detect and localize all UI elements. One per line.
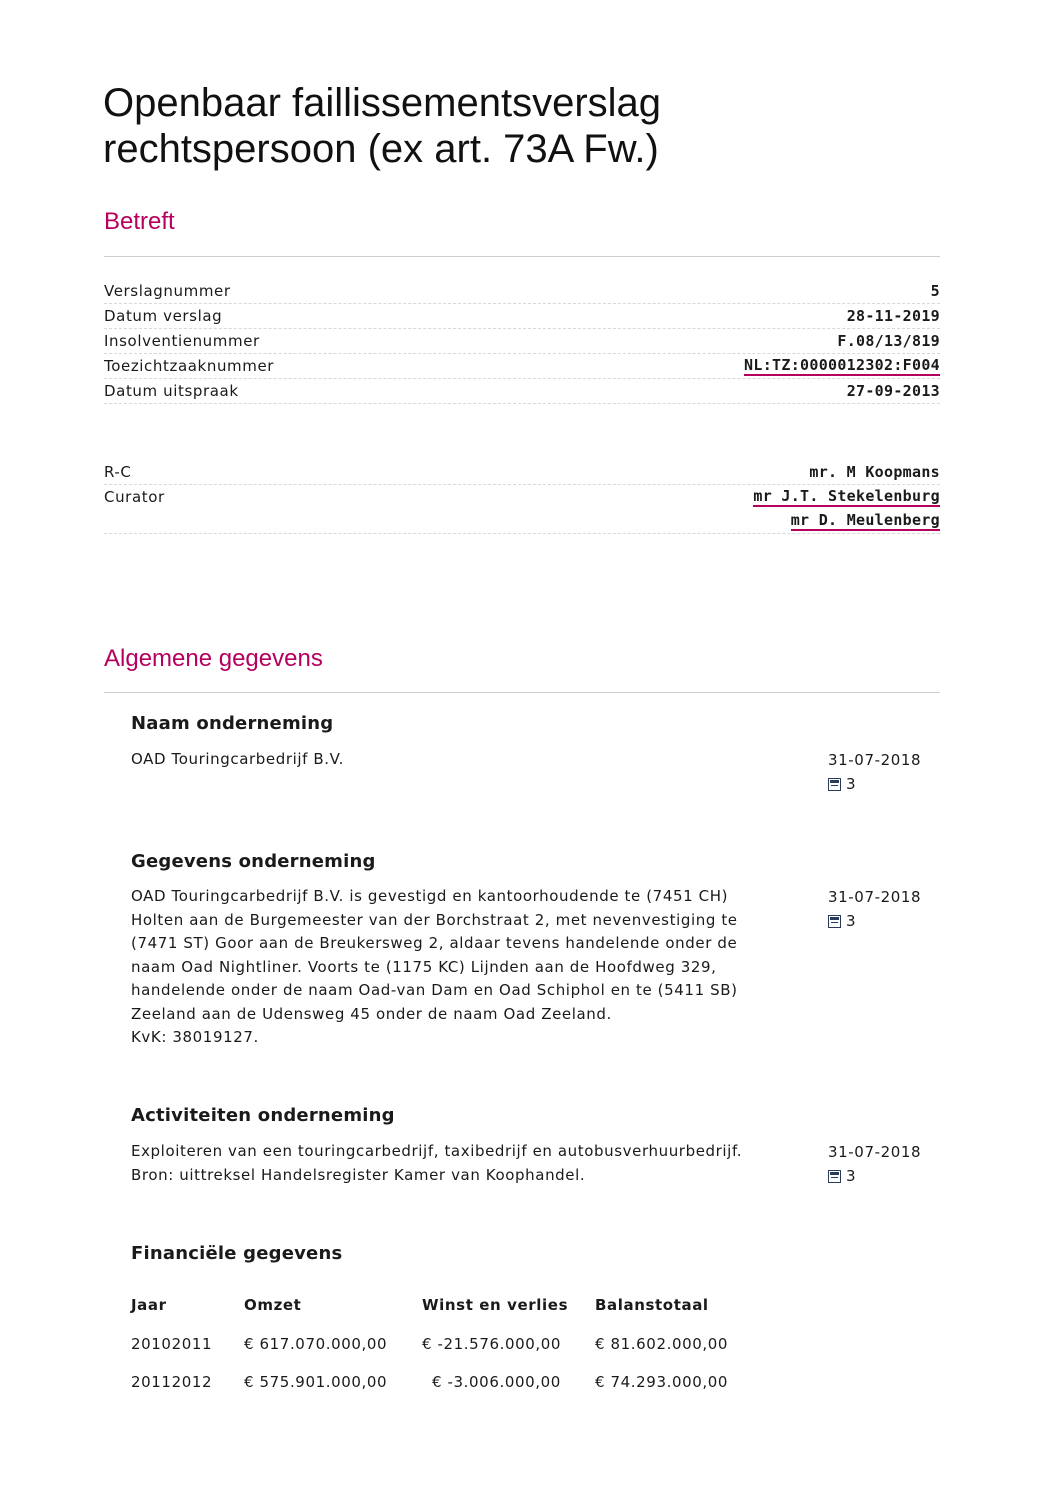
- label: Curator: [104, 488, 165, 506]
- value: F.08/13/819: [837, 332, 940, 350]
- table-header-row: [131, 1296, 765, 1332]
- table-cell-winst: € -3.006.000,00: [432, 1373, 561, 1391]
- naam-onderneming-meta: [828, 748, 921, 796]
- table-cell-year: 20102011: [131, 1335, 213, 1353]
- section-heading-algemene-gegevens: Algemene gegevens: [104, 645, 323, 672]
- table-row: [131, 1332, 765, 1370]
- paragraph: OAD Touringcarbedrijf B.V.: [131, 750, 344, 768]
- naam-onderneming-text: [131, 748, 781, 772]
- paragraph: OAD Touringcarbedrijf B.V. is gevestigd en kantoorhoudende te (7451 CH) Holten aan de Burgemeester van der Borchstraat 2, met nevenvestiging te (7471 ST) Goor aan de Breukersweg 2, aldaar tevens handelende onder de naam Oad Nightliner. Voorts te (1175 KC) Lijnden aan de Hoofdweg 329, handelende onder de naam Oad-van Dam en Oad Schiphol en te (5411 SB) Zeeland aan de Udensweg 45 onder de naam Oad Zeeland.: [131, 887, 738, 1023]
- value: 28-11-2019: [846, 307, 940, 325]
- report-number: 3: [846, 912, 857, 930]
- curator-link-1[interactable]: mr J.T. Stekelenburg: [753, 487, 940, 505]
- value: mr. M Koopmans: [809, 463, 940, 481]
- paragraph-source: Bron: uittreksel Handelsregister Kamer van Koophandel.: [131, 1165, 586, 1184]
- subheading-naam-onderneming: Naam onderneming: [131, 713, 334, 734]
- label: Verslagnummer: [104, 282, 231, 300]
- table-cell-winst: € -21.576.000,00: [422, 1335, 562, 1353]
- report-number: 3: [846, 775, 857, 793]
- subheading-financiele-gegevens: Financiële gegevens: [131, 1243, 343, 1264]
- date: 31-07-2018: [828, 888, 922, 906]
- row-verslagnummer: [104, 279, 940, 304]
- column-header: Jaar: [131, 1296, 167, 1314]
- subheading-activiteiten-onderneming: Activiteiten onderneming: [131, 1105, 395, 1126]
- page-title-line-1: Openbaar faillissementsverslag: [103, 81, 662, 125]
- report-number: 3: [846, 1167, 857, 1185]
- gegevens-onderneming-meta: [828, 885, 921, 933]
- subheading-gegevens-onderneming: Gegevens onderneming: [131, 851, 376, 872]
- report-reference[interactable]: [828, 1164, 921, 1188]
- row-curator-2: [104, 509, 940, 534]
- date: 31-07-2018: [828, 1143, 922, 1161]
- value: 27-09-2013: [846, 382, 940, 400]
- row-rc: [104, 460, 940, 485]
- column-header: Winst en verlies: [422, 1296, 569, 1314]
- table-row: [131, 1370, 765, 1408]
- document-icon: [828, 915, 841, 928]
- financial-table: [131, 1296, 765, 1408]
- document-icon: [828, 778, 841, 791]
- value: 5: [930, 282, 940, 300]
- kvk-number: KvK: 38019127.: [131, 1028, 259, 1046]
- toezichtzaaknummer-link[interactable]: NL:TZ:0000012302:F004: [744, 356, 940, 374]
- section-heading-betreft: Betreft: [104, 208, 175, 235]
- date: 31-07-2018: [828, 751, 922, 769]
- table-cell-omzet: € 617.070.000,00: [244, 1335, 388, 1353]
- label: Datum verslag: [104, 307, 223, 325]
- row-datum-uitspraak: [104, 379, 940, 404]
- label: Toezichtzaaknummer: [104, 357, 275, 375]
- divider: [104, 256, 940, 257]
- column-header: Omzet: [244, 1296, 302, 1314]
- report-reference[interactable]: [828, 909, 921, 933]
- table-cell-omzet: € 575.901.000,00: [244, 1373, 388, 1391]
- label: Datum uitspraak: [104, 382, 239, 400]
- label: R-C: [104, 463, 132, 481]
- table-cell-balans: € 81.602.000,00: [595, 1335, 729, 1353]
- activiteiten-onderneming-text: [131, 1140, 821, 1187]
- page-title: [103, 80, 943, 172]
- label: Insolventienummer: [104, 332, 260, 350]
- table-cell-year: 20112012: [131, 1373, 213, 1391]
- gegevens-onderneming-text: [131, 885, 771, 1050]
- page-title-line-2: rechtspersoon (ex art. 73A Fw.): [103, 127, 659, 171]
- document-icon: [828, 1170, 841, 1183]
- divider: [104, 692, 940, 693]
- row-datum-verslag: [104, 304, 940, 329]
- table-cell-balans: € 74.293.000,00: [595, 1373, 729, 1391]
- row-toezichtzaaknummer: [104, 354, 940, 379]
- column-header: Balanstotaal: [595, 1296, 709, 1314]
- activiteiten-onderneming-meta: [828, 1140, 921, 1188]
- paragraph: Exploiteren van een touringcarbedrijf, taxibedrijf en autobusverhuurbedrijf.: [131, 1142, 743, 1160]
- curator-link-2[interactable]: mr D. Meulenberg: [790, 511, 940, 529]
- row-insolventienummer: [104, 329, 940, 354]
- row-curator: [104, 485, 940, 510]
- report-reference[interactable]: [828, 772, 921, 796]
